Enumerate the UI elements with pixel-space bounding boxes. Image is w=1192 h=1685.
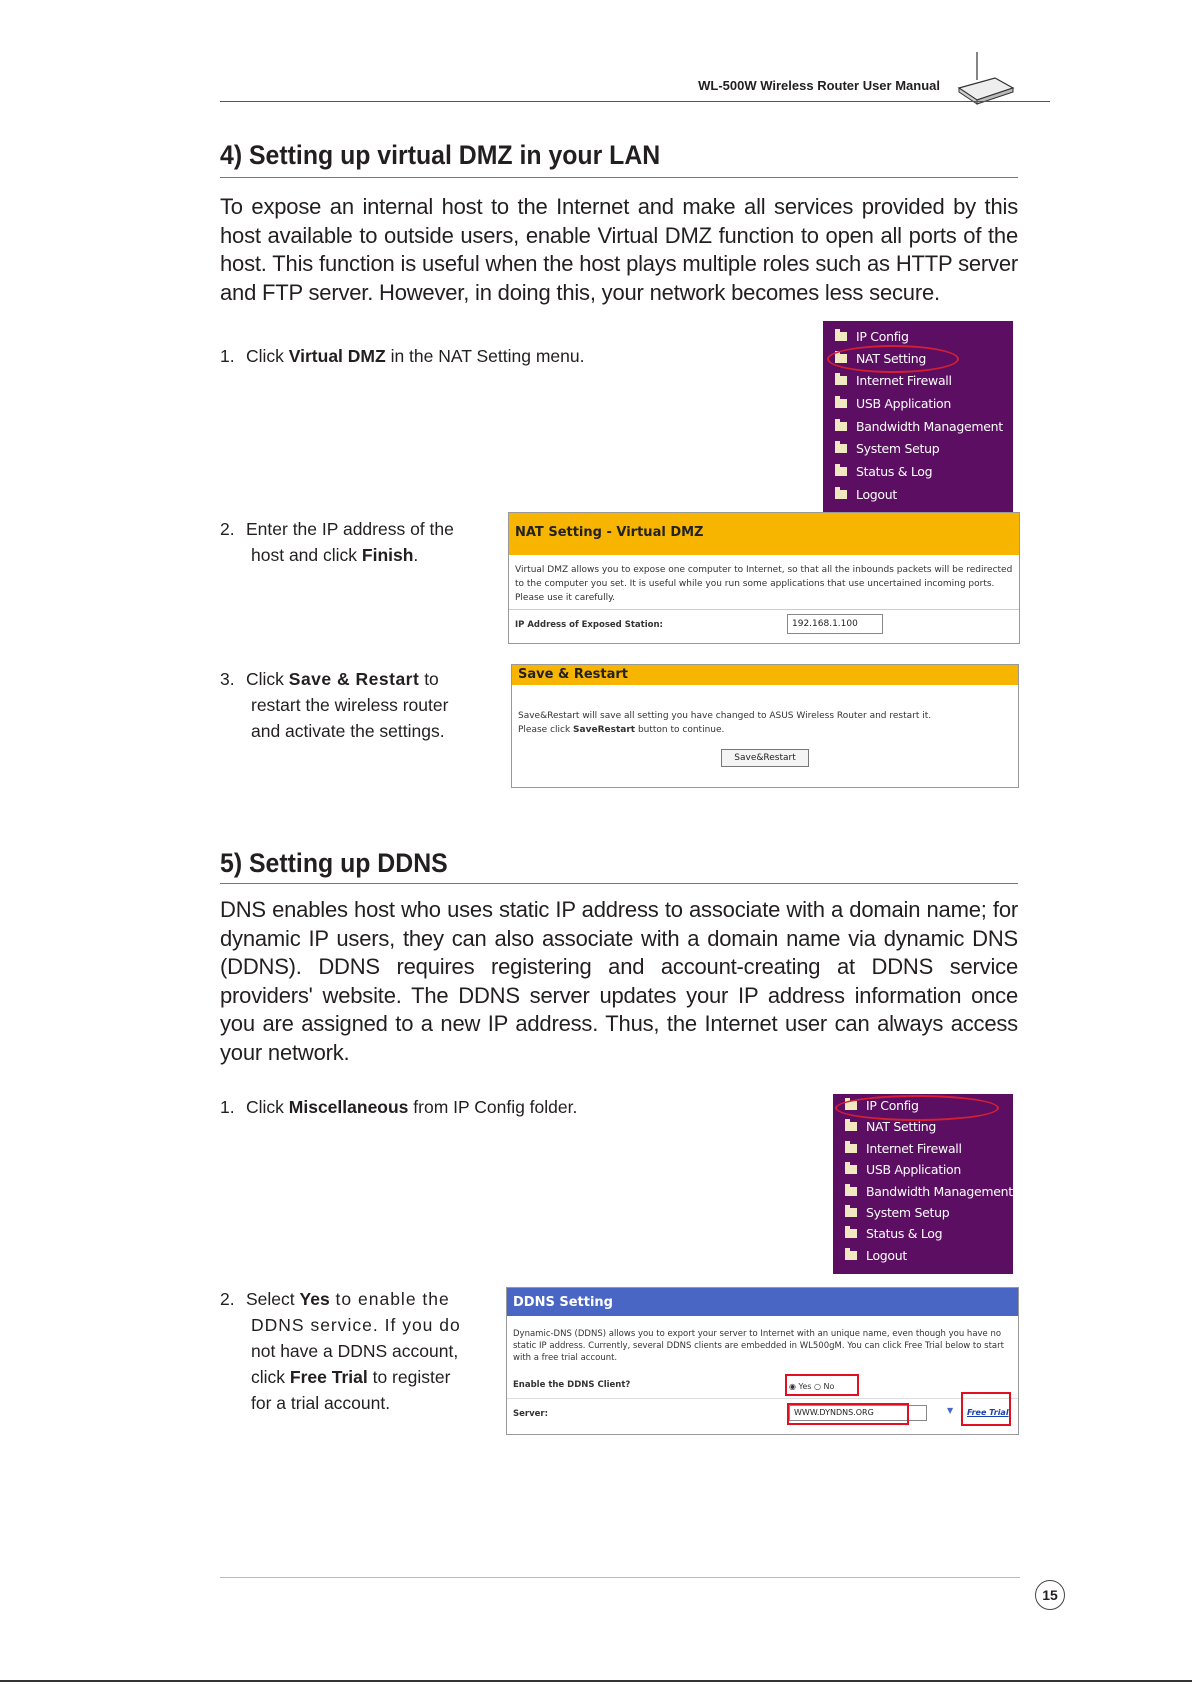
section5-intro: DNS enables host who uses static IP address to associate with a domain name; for dynamic IP users, they can also associate with a domain name via dynamic DNS (DDNS). DDNS requires registering and account-creating at DDNS service providers' website. The DDNS server updates your IP address information once you are assigned to a new IP address. Thus, the Internet user can always access your network. [220, 897, 1018, 1065]
menu-item-bandwidth-management[interactable]: Bandwidth Management [845, 1182, 1013, 1202]
ddns-setting-panel-screenshot [506, 1287, 1019, 1435]
menu-item-ip-config[interactable]: IP Config [835, 327, 909, 347]
menu-item-ip-config[interactable]: IP Config [845, 1096, 919, 1116]
save-panel-desc1: Save&Restart will save all setting you have changed to ASUS Wireless Router and restart it. [518, 711, 932, 721]
footer-rule [220, 1577, 1020, 1578]
folder-icon [835, 376, 847, 385]
exposed-station-ip-input[interactable]: 192.168.1.100 [787, 614, 883, 634]
highlight-oval [827, 345, 959, 373]
folder-icon [845, 1122, 857, 1131]
section5-step2: 2. Select Yes to enable the DDNS service. If you do not have a DDNS account, click Free Trial to register for a trial account. [220, 1289, 461, 1413]
page-bottom-rule [0, 1680, 1192, 1682]
folder-icon [845, 1144, 857, 1153]
menu-item-logout[interactable]: Logout [845, 1246, 907, 1266]
section5-title: 5) Setting up DDNS [220, 848, 448, 878]
nat-setting-menu-screenshot [823, 321, 1013, 512]
section5-title-rule [220, 883, 1018, 884]
folder-icon [845, 1165, 857, 1174]
section4-title: 4) Setting up virtual DMZ in your LAN [220, 140, 661, 170]
menu-item-usb-application[interactable]: USB Application [845, 1160, 961, 1180]
ddns-server-select[interactable]: WWW.DYNDNS.ORG [789, 1405, 927, 1421]
section4-intro: To expose an internal host to the Internet and make all services provided by this host available to outside users, enable Virtual DMZ function to open all ports of the host. This function is useful when the host plays multiple roles such as HTTP server and FTP server. However, in doing this, your network becomes less secure. [220, 194, 1018, 305]
ddns-panel-desc: Dynamic-DNS (DDNS) allows you to export your server to Internet with an unique name, even though you have no static IP address. Currently, several DDNS clients are embedded in WL500gM. You can click Free Trial below to start with a free trial account. [513, 1329, 1004, 1363]
folder-icon [835, 422, 847, 431]
dmz-field-label: IP Address of Exposed Station: [515, 620, 663, 630]
folder-icon [835, 332, 847, 341]
ddns-panel-title: DDNS Setting [507, 1288, 1018, 1316]
menu-item-system-setup[interactable]: System Setup [845, 1203, 949, 1223]
save-restart-button[interactable]: Save&Restart [721, 749, 809, 767]
manual-title: WL-500W Wireless Router User Manual [698, 78, 940, 93]
radio-yes[interactable]: ◉ [789, 1382, 796, 1391]
folder-icon [845, 1187, 857, 1196]
save-panel-desc2: Please click SaveRestart button to continue. [518, 725, 725, 735]
menu-item-logout[interactable]: Logout [835, 485, 897, 505]
folder-icon [835, 399, 847, 408]
free-trial-link[interactable]: Free Trial [967, 1408, 1009, 1417]
menu-item-bandwidth-management[interactable]: Bandwidth Management [835, 417, 1003, 437]
save-panel-title: Save & Restart [512, 665, 1018, 685]
folder-icon [845, 1229, 857, 1238]
save-restart-panel-screenshot [511, 664, 1019, 788]
dmz-panel-divider [509, 609, 1019, 610]
radio-no-label: No [823, 1382, 835, 1391]
section4-step1: 1. Click Virtual DMZ in the NAT Setting menu. [220, 346, 585, 366]
ip-config-menu-screenshot [833, 1094, 1013, 1274]
ddns-server-label: Server: [513, 1409, 548, 1419]
menu-item-status-log[interactable]: Status & Log [835, 462, 932, 482]
menu-item-system-setup[interactable]: System Setup [835, 439, 939, 459]
highlight-oval [835, 1095, 999, 1121]
section4-step2: 2. Enter the IP address of the host and click Finish. [220, 519, 454, 565]
folder-icon [835, 444, 847, 453]
highlight-box-enable [785, 1374, 859, 1396]
menu-item-internet-firewall[interactable]: Internet Firewall [835, 371, 952, 391]
ddns-enable-label: Enable the DDNS Client? [513, 1380, 631, 1390]
ddns-divider [507, 1398, 1018, 1399]
radio-no[interactable]: ○ [814, 1382, 821, 1391]
folder-icon [845, 1208, 857, 1217]
page-number: 15 [1035, 1580, 1065, 1610]
folder-icon [845, 1251, 857, 1260]
dmz-panel-desc: Virtual DMZ allows you to expose one computer to Internet, so that all the inbounds packets will be redirected to the computer you set. It is useful while you run some applications that use uncertained incoming ports. Please use it carefully. [515, 565, 1013, 603]
folder-icon [835, 467, 847, 476]
section4-title-rule [220, 177, 1018, 178]
header-rule [220, 101, 1050, 102]
menu-item-usb-application[interactable]: USB Application [835, 394, 951, 414]
folder-icon [835, 490, 847, 499]
section4-step3: 3. Click Save & Restart to restart the wireless router and activate the settings. [220, 669, 449, 741]
section5-step1: 1. Click Miscellaneous from IP Config folder. [220, 1097, 578, 1117]
menu-item-status-log[interactable]: Status & Log [845, 1224, 942, 1244]
radio-yes-label: Yes [798, 1382, 812, 1391]
highlight-box-server [787, 1403, 909, 1425]
chevron-down-icon[interactable]: ▼ [947, 1406, 954, 1415]
dmz-panel-title: NAT Setting - Virtual DMZ [509, 513, 1019, 555]
menu-item-nat-setting[interactable]: NAT Setting [835, 349, 926, 369]
menu-item-internet-firewall[interactable]: Internet Firewall [845, 1139, 962, 1159]
highlight-box-free-trial [961, 1392, 1011, 1426]
menu-item-nat-setting[interactable]: NAT Setting [845, 1117, 936, 1137]
virtual-dmz-panel-screenshot [508, 512, 1020, 644]
